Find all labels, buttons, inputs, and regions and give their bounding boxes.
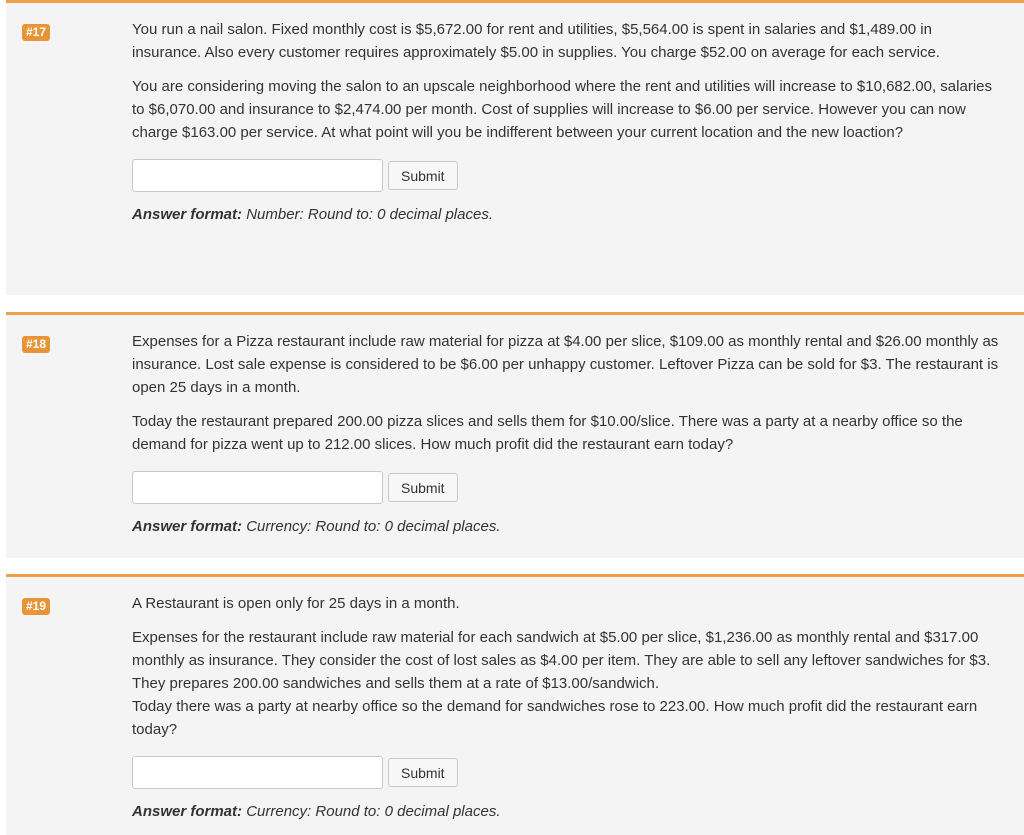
answer-format-value: Number: Round to: 0 decimal places. bbox=[246, 206, 493, 223]
question-content bbox=[132, 592, 1000, 820]
question-card-17 bbox=[6, 0, 1024, 295]
question-text: You run a nail salon. Fixed monthly cost is $5,672.00 for rent and utilities, $5,564.00 is spent in salaries and $1,489.00 in insurance. Also every customer requires approximately $5.00 in supplies. You charge $52.00 on average for each service. bbox=[132, 21, 940, 61]
answer-input[interactable] bbox=[132, 159, 383, 192]
question-text: Today there was a party at nearby office so the demand for sandwiches rose to 223.00. How much profit did the restaurant earn today? bbox=[132, 698, 978, 738]
question-card-18 bbox=[6, 312, 1024, 558]
answer-input[interactable] bbox=[132, 471, 383, 504]
question-number-badge: #17 bbox=[22, 24, 50, 41]
submit-button[interactable]: Submit bbox=[388, 758, 458, 787]
answer-format-value: Currency: Round to: 0 decimal places. bbox=[246, 803, 501, 820]
question-content bbox=[132, 18, 1000, 223]
answer-row bbox=[132, 471, 1000, 504]
question-text: Expenses for a Pizza restaurant include raw material for pizza at $4.00 per slice, $109.00 as monthly rental and $26.00 monthly as insurance. Lost sale expense is considered to be $6.00 per unhappy customer. Leftover Pizza can be sold for $3. The restaurant is open 25 days in a month. bbox=[132, 333, 999, 396]
question-card-19 bbox=[6, 574, 1024, 835]
question-number-badge: #19 bbox=[22, 598, 50, 615]
answer-format bbox=[132, 518, 1000, 535]
answer-input[interactable] bbox=[132, 756, 383, 789]
answer-format-label: Answer format: bbox=[132, 206, 243, 223]
answer-row bbox=[132, 159, 1000, 192]
submit-button[interactable]: Submit bbox=[388, 473, 458, 502]
question-text: You are considering moving the salon to an upscale neighborhood where the rent and utilities will increase to $10,682.00, salaries to $6,070.00 and insurance to $2,474.00 per month. Cost of supplies will increase to $6.00 per service. However you can now charge $163.00 per service. At what point will you be indifferent between your current location and the new loaction? bbox=[132, 78, 992, 141]
answer-format-value: Currency: Round to: 0 decimal places. bbox=[246, 518, 501, 535]
answer-format bbox=[132, 803, 1000, 820]
question-text: A Restaurant is open only for 25 days in a month. bbox=[132, 595, 460, 612]
question-text: Today the restaurant prepared 200.00 pizza slices and sells them for $10.00/slice. There was a party at a nearby office so the demand for pizza went up to 212.00 slices. How much profit did the restaurant earn today? bbox=[132, 413, 963, 453]
question-number-badge: #18 bbox=[22, 336, 50, 353]
submit-button[interactable]: Submit bbox=[388, 161, 458, 190]
question-text: Expenses for the restaurant include raw material for each sandwich at $5.00 per slice, $1,236.00 as monthly rental and $317.00 monthly as insurance. They consider the cost of lost sales as $4.00 per item. They are able to sell any leftover sandwiches for $3. They prepares 200.00 sandwiches and sells them at a rate of $13.00/sandwich. bbox=[132, 629, 991, 692]
question-content bbox=[132, 330, 1000, 535]
answer-format-label: Answer format: bbox=[132, 518, 243, 535]
answer-format-label: Answer format: bbox=[132, 803, 243, 820]
answer-row bbox=[132, 756, 1000, 789]
answer-format bbox=[132, 206, 1000, 223]
